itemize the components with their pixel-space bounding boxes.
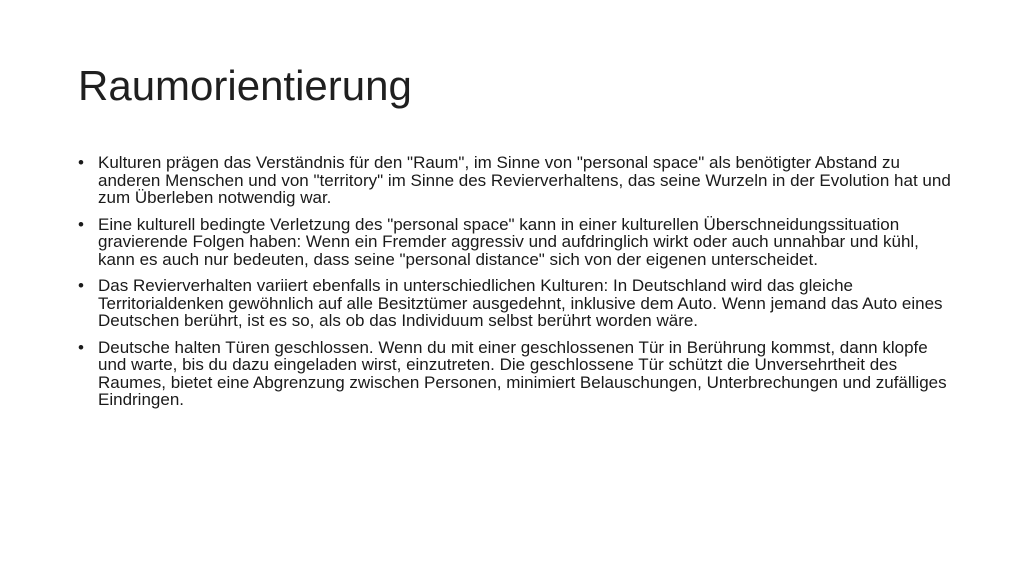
list-item [78, 154, 958, 207]
bullet-text: Eine kulturell bedingte Verletzung des "personal space" kann in einer kulturellen Überschneidungssituation gravierende Folgen haben: Wenn ein Fremder aggressiv und aufdringlich wirkt oder auch unnahbar und kühl, kann es auch nur bedeuten, dass seine "personal distance" sich von der eigenen unterscheidet. [98, 214, 919, 269]
bullet-text: Kulturen prägen das Verständnis für den "Raum", im Sinne von "personal space" als benötigter Abstand zu anderen Menschen und von "territory" im Sinne des Revierverhaltens, das seine Wurzeln in der Evolution hat und zum Überleben notwendig war. [98, 153, 951, 207]
bullet-list [78, 154, 958, 418]
slide-title: Raumorientierung [78, 62, 412, 109]
bullet-icon: • [78, 276, 84, 295]
bullet-text: Deutsche halten Türen geschlossen. Wenn du mit einer geschlossenen Tür in Berührung kommst, dann klopfe und warte, bis du dazu eingeladen wirst, einzutreten. Die geschlossene Tür schützt die Unversehrtheit des Raumes, bietet eine Abgrenzung zwischen Personen, minimiert Belauschungen, Unterbrechungen und zufälliges Eindringen. [98, 337, 947, 409]
bullet-icon: • [78, 337, 84, 357]
list-item [78, 216, 958, 269]
list-item [78, 339, 958, 409]
bullet-text: Das Revierverhalten variiert ebenfalls in unterschiedlichen Kulturen: In Deutschland wird das gleiche Territorialdenken gewöhnlich auf alle Besitztümer ausgedehnt, inklusive dem Auto. Wenn jemand das Auto eines Deutschen berührt, ist es so, als ob das Individuum selbst berührt worden wäre. [98, 276, 943, 330]
bullet-icon: • [78, 214, 84, 234]
bullet-icon: • [78, 153, 84, 172]
list-item [78, 277, 958, 330]
